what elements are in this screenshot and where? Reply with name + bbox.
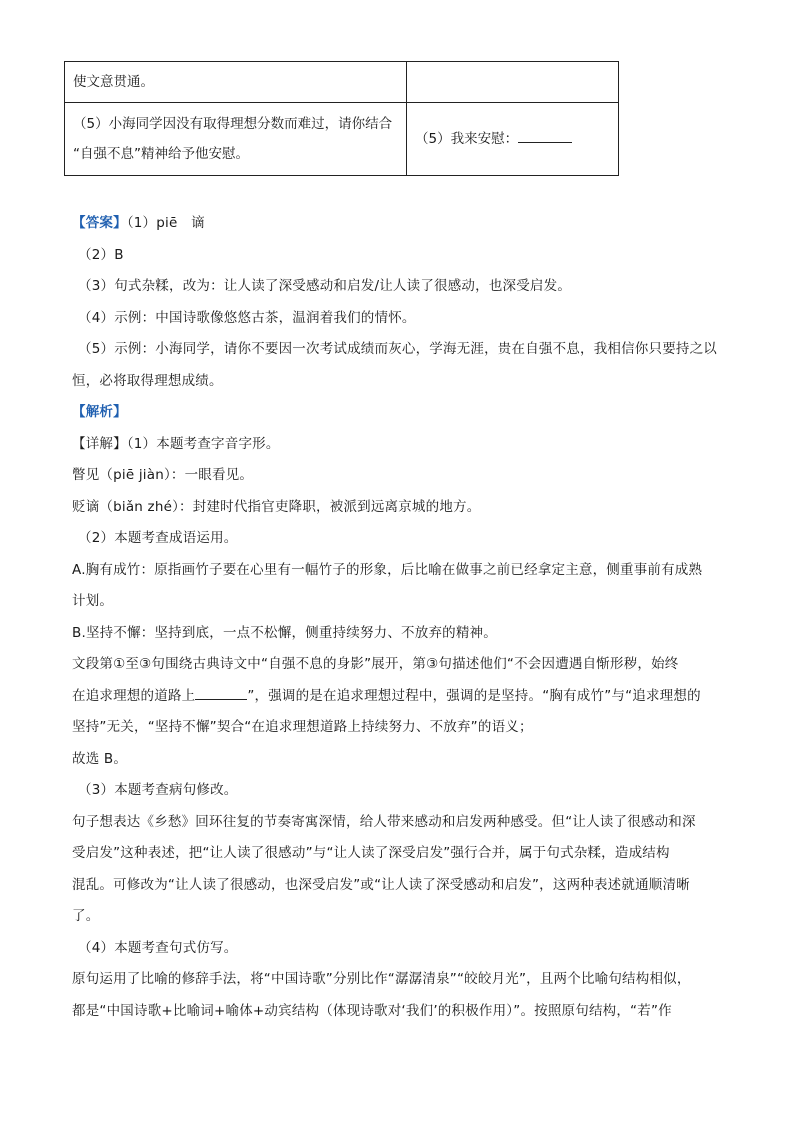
cell-text: （5）小海同学因没有取得理想分数而难过，请你结合 bbox=[73, 116, 393, 132]
table-cell bbox=[407, 103, 619, 176]
analysis-line: 文段第①至③句围绕古典诗文中“自强不息的身影”展开，第③句描述他们“不会因遭遇自惭形秽，始终 bbox=[72, 656, 679, 672]
answer-item: （1）piē 谪 bbox=[126, 215, 205, 231]
answer-line: （5）示例：小海同学，请你不要因一次考试成绩而灰心，学海无涯，贵在自强不息，我相信你只要持之以 bbox=[78, 341, 717, 357]
analysis-line: B.坚持不懈：坚持到底，一点不松懈，侧重持续努力、不放弃的精神。 bbox=[72, 624, 497, 641]
answer-tag: 【答案】 bbox=[72, 215, 127, 231]
table-cell: 使文意贯通。 bbox=[65, 62, 407, 103]
table-cell bbox=[407, 62, 619, 103]
analysis-heading bbox=[72, 397, 724, 429]
analysis-line: （2）本题考查成语运用。 bbox=[78, 530, 238, 546]
table-row bbox=[65, 62, 619, 103]
analysis-line: 都是“中国诗歌+比喻词+喻体+动宾结构（体现诗歌对‘我们’的积极作用）”。按照原句结构，“若”作 bbox=[72, 1002, 672, 1019]
analysis-text: ”，强调的是在追求理想过程中，强调的是坚持。“胸有成竹”与“追求理想的 bbox=[247, 687, 701, 704]
analysis-line: （3）本题考查病句修改。 bbox=[78, 782, 238, 798]
answer-line: （2）B bbox=[78, 246, 124, 263]
table-row bbox=[65, 103, 619, 176]
analysis-line: 贬谪（biǎn zhé）：封建时代指官吏降职，被派到远离京城的地方。 bbox=[72, 498, 481, 515]
analysis-line bbox=[72, 681, 724, 713]
answer-analysis bbox=[72, 208, 724, 1027]
answer-line bbox=[72, 208, 724, 240]
question-table bbox=[64, 61, 619, 176]
answer-line: （4）示例：中国诗歌像悠悠古茶，温润着我们的情怀。 bbox=[78, 309, 416, 326]
answer-line: （3）句式杂糅，改为：让人读了深受感动和启发/让人读了很感动，也深受启发。 bbox=[78, 278, 572, 294]
analysis-line: 计划。 bbox=[72, 593, 114, 609]
analysis-text: 在追求理想的道路上 bbox=[72, 687, 196, 704]
analysis-line bbox=[72, 429, 724, 461]
analysis-text: （1）本题考查字音字形。 bbox=[126, 435, 280, 452]
analysis-tag: 【解析】 bbox=[72, 404, 127, 420]
analysis-line: 瞥见（piē jiàn）：一眼看见。 bbox=[72, 467, 254, 483]
fill-blank bbox=[195, 685, 247, 700]
analysis-line: 受启发”这种表述，把“让人读了很感动”与“让人读了深受启发”强行合并，属于句式杂糅，造成结构 bbox=[72, 845, 670, 861]
analysis-line: 原句运用了比喻的修辞手法，将“中国诗歌”分别比作“潺潺清泉”“皎皎月光”，且两个比喻句结构相似， bbox=[72, 971, 691, 987]
detail-tag: 【详解】 bbox=[72, 435, 127, 452]
analysis-line: 坚持”无关，“坚持不懈”契合“在追求理想道路上持续努力、不放弃”的语义； bbox=[72, 719, 533, 735]
table-cell bbox=[65, 103, 407, 176]
analysis-line: 故选 B。 bbox=[72, 750, 128, 767]
cell-text: （5）我来安慰： bbox=[415, 131, 519, 147]
analysis-line: （4）本题考查句式仿写。 bbox=[78, 939, 238, 956]
answer-line: 恒，必将取得理想成绩。 bbox=[72, 372, 223, 389]
analysis-line: 句子想表达《乡愁》回环往复的节奏寄寓深情，给人带来感动和启发两种感受。但“让人读了很感动和深 bbox=[72, 813, 696, 830]
cell-text: “自强不息”精神给予他安慰。 bbox=[73, 146, 249, 162]
answer-blank bbox=[518, 128, 572, 143]
analysis-line: 了。 bbox=[72, 908, 100, 924]
analysis-line: 混乱。可修改为“让人读了很感动，也深受启发”或“让人读了深受感动和启发”，这两种表述就通顺清晰 bbox=[72, 876, 690, 893]
analysis-line: A.胸有成竹：原指画竹子要在心里有一幅竹子的形象，后比喻在做事之前已经拿定主意，侧重事前有成熟 bbox=[72, 561, 703, 578]
